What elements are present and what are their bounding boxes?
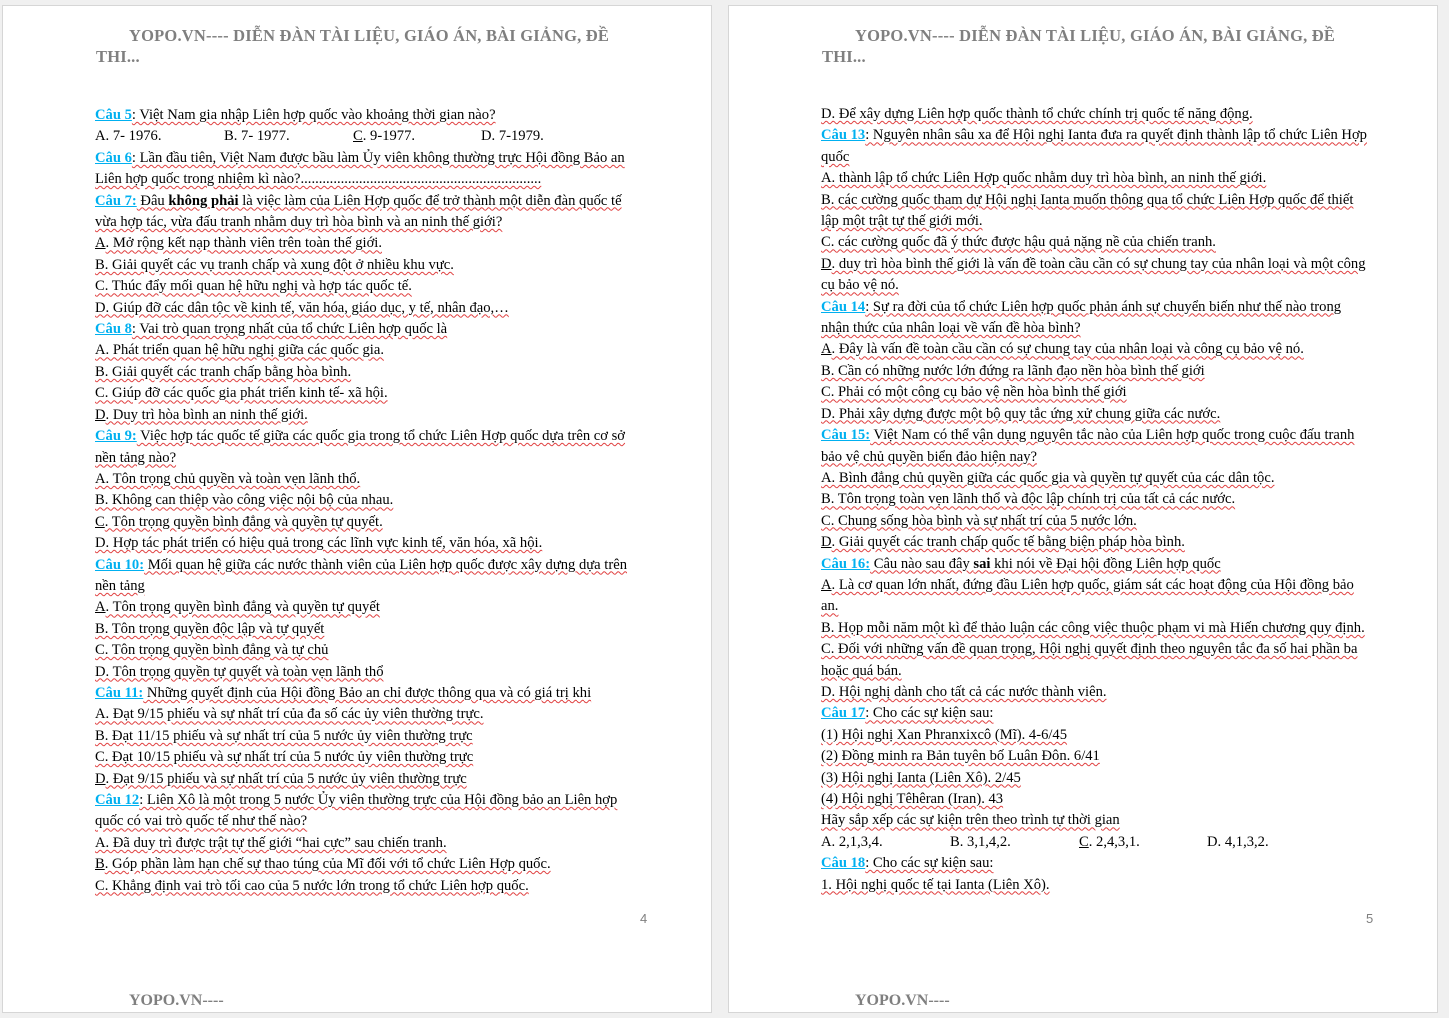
option-b: B. Tôn trọng quyền độc lập và tự quyết bbox=[95, 620, 325, 637]
text-run: . Tôn trọng quyền bình đẳng và quyền tự quyết. bbox=[104, 513, 383, 530]
option-b: B. Giải quyết các tranh chấp bằng hòa bình. bbox=[95, 363, 352, 380]
text-run: . Đạt 9/15 phiếu và sự nhất trí của 5 nước ủy viên thường trực bbox=[105, 770, 467, 787]
option-b: B. Họp mỗi năm một kì để thảo luận các công việc thuộc phạm vi mà Hiến chương quy định. bbox=[821, 619, 1365, 636]
text-run: Câu 16: bbox=[821, 555, 871, 572]
text-run bbox=[353, 126, 481, 147]
text-run: . Mở rộng kết nạp thành viên trên toàn thế giới. bbox=[105, 235, 382, 252]
text-run: . 9-1977. bbox=[362, 128, 416, 145]
text-run: D. 7-1979. bbox=[481, 128, 544, 145]
text-run: Đâu bbox=[136, 192, 169, 209]
text-run: Câu 5 bbox=[95, 107, 132, 123]
text-run: : Cho các sự kiện sau: bbox=[865, 705, 994, 722]
question-17 bbox=[821, 703, 1369, 724]
text-run: . Tôn trọng quyền bình đẳng và quyền tự quyết bbox=[105, 599, 380, 616]
text-run: D. 4,1,3,2. bbox=[1207, 833, 1269, 850]
text-run: : Sự ra đời của tổ chức Liên hợp quốc phản ánh sự chuyển biến như thế nào trong nhận thức của nhân loại về vấn đề hòa bình? bbox=[821, 298, 1342, 337]
text-run: : Vai trò quan trọng nhất của tổ chức Liên hợp quốc là bbox=[131, 321, 448, 338]
text-run: Những quyết định của Hội đồng Bảo an chỉ được thông qua và có giá trị khi bbox=[143, 684, 592, 701]
question-5-answers bbox=[95, 126, 643, 147]
text-run: Câu 10: bbox=[95, 556, 145, 573]
document-page-5 bbox=[728, 5, 1438, 1013]
text-run: . Góp phần làm hạn chế sự thao túng của Mĩ đối với tổ chức Liên Hợp quốc. bbox=[104, 856, 551, 873]
text-run: sai bbox=[973, 555, 991, 572]
text-run: Câu 11: bbox=[95, 684, 144, 701]
text-run: khi nói về Đại hội đồng Liên hợp quốc bbox=[990, 555, 1221, 572]
question-9 bbox=[95, 426, 643, 469]
event-1: 1. Hội nghị quốc tế tại Ianta (Liên Xô). bbox=[821, 876, 1050, 893]
text-run: Câu 12 bbox=[95, 792, 140, 808]
event-1: (1) Hội nghị Xan Phranxixcô (Mĩ). 4-6/45 bbox=[821, 726, 1068, 743]
text-run: . Đây là vấn đề toàn cầu cần có sự chung tay của nhân loại và công cụ bảo vệ nó. bbox=[831, 341, 1304, 358]
option-a: A. Đạt 9/15 phiếu và sự nhất trí của đa số các ủy viên thường trực. bbox=[95, 706, 484, 723]
text-run: Câu 15: bbox=[821, 427, 871, 444]
option-c: C. Đối với những vấn đề quan trọng, Hội nghị quyết định theo nguyên tắc đa số hai phần ba hoặc quá bán. bbox=[821, 641, 1358, 679]
event-2: (2) Đồng minh ra Bản tuyên bố Luân Đôn. 6/41 bbox=[821, 748, 1100, 765]
text-run: D bbox=[95, 406, 106, 423]
text-run: . Duy trì hòa bình an ninh thế giới. bbox=[105, 406, 308, 423]
text-run: . 2,4,3,1. bbox=[1088, 833, 1140, 850]
option-a: A. Bình đẳng chủ quyền giữa các quốc gia và quyền tự quyết của các dân tộc. bbox=[821, 469, 1275, 486]
option-a: A. Phát triển quan hệ hữu nghị giữa các quốc gia. bbox=[95, 342, 384, 359]
text-run: Câu 14 bbox=[821, 298, 866, 315]
question-10 bbox=[95, 555, 643, 598]
text-run: Câu 7: bbox=[95, 192, 137, 209]
text-run: : Việt Nam gia nhập Liên hợp quốc vào khoảng thời gian nào? bbox=[131, 107, 496, 123]
option-c: C. Chung sống hòa bình và sự nhất trí của 5 nước lớn. bbox=[821, 512, 1137, 529]
event-4: (4) Hội nghị Têhêran (Iran). 43 bbox=[821, 791, 1004, 807]
option-a bbox=[95, 233, 643, 254]
text-run: C bbox=[95, 513, 105, 530]
option-d: D. Hội nghị dành cho tất cả các nước thành viên. bbox=[821, 683, 1107, 700]
page-footer: YOPO.VN---- bbox=[855, 992, 950, 1009]
question-5 bbox=[95, 105, 643, 126]
option-d bbox=[821, 254, 1369, 297]
text-run: B. 3,1,4,2. bbox=[950, 833, 1011, 850]
option-d bbox=[95, 405, 643, 426]
text-run: : Lần đầu tiên, Việt Nam được bầu làm Ủy viên không thường trực Hội đồng Bảo an Liên hợp quốc trong nhiệm kì nào?.................................................................. bbox=[95, 149, 625, 188]
question-17-answers bbox=[821, 832, 1369, 853]
option-d: D. Để xây dựng Liên hợp quốc thành tổ chức chính trị quốc tế năng động. bbox=[821, 106, 1253, 122]
question-12 bbox=[95, 790, 643, 833]
text-run: Câu 9: bbox=[95, 428, 137, 445]
option-b bbox=[95, 854, 643, 875]
option-b: B. Cần có những nước lớn đứng ra lãnh đạo nền hòa bình thế giới bbox=[821, 362, 1205, 379]
text-run: D bbox=[821, 255, 832, 272]
text-run: . duy trì hòa bình thế giới là vấn đề toàn cầu cần có sự chung tay của nhân loại và một công cụ bảo vệ nó. bbox=[821, 255, 1366, 294]
option-d: D. Phải xây dựng được một bộ quy tắc ứng xử chung giữa các nước. bbox=[821, 405, 1221, 422]
option-c: C. Đạt 10/15 phiếu và sự nhất trí của 5 nước ủy viên thường trực bbox=[95, 749, 474, 766]
option-b: B. Không can thiệp vào công việc nội bộ của nhau. bbox=[95, 492, 394, 509]
text-run: không phải bbox=[168, 192, 239, 209]
text-run: Câu 17 bbox=[821, 705, 866, 722]
text-run: Việc hợp tác quốc tế giữa các quốc gia trong tổ chức Liên Hợp quốc dựa trên cơ sở nền tảng nào? bbox=[95, 428, 626, 466]
text-run: : Nguyên nhân sâu xa để Hội nghị Ianta đưa ra quyết định thành lập tổ chức Liên Hợp quốc bbox=[821, 127, 1367, 165]
text-run: C bbox=[353, 128, 363, 145]
text-run: A bbox=[821, 341, 832, 358]
option-b: B. Giải quyết các vụ tranh chấp và xung đột ở nhiều khu vực. bbox=[95, 256, 454, 273]
option-c bbox=[95, 512, 643, 533]
page-footer: YOPO.VN---- bbox=[129, 992, 224, 1009]
text-run: Câu 6 bbox=[95, 149, 132, 166]
text-run: A. 7- 1976. bbox=[95, 128, 162, 145]
question-7 bbox=[95, 191, 643, 234]
text-run: A. 2,1,3,4. bbox=[821, 833, 883, 850]
option-b: B. Tôn trọng toàn vẹn lãnh thổ và độc lập chính trị của tất cả các nước. bbox=[821, 491, 1236, 508]
text-run: là việc làm của Liên Hợp quốc để trở thành một diễn đàn quốc tế vừa hợp tác, vừa đấu tranh nhằm duy trì hòa bình và an ninh thế giới? bbox=[95, 192, 622, 231]
text-run: D bbox=[95, 770, 106, 787]
question-11 bbox=[95, 683, 643, 704]
text-run: A bbox=[821, 576, 832, 593]
question-6 bbox=[95, 148, 643, 191]
option-a: A. Đã duy trì được trật tự thế giới “hai cực” sau chiến tranh. bbox=[95, 834, 447, 851]
option-b: B. các cường quốc tham dự Hội nghị Ianta muốn thông qua tổ chức Liên Hợp quốc để thiết lập một trật tự thế giới mới. bbox=[821, 191, 1354, 230]
question-17-prompt: Hãy sắp xếp các sự kiện trên theo trình tự thời gian bbox=[821, 812, 1120, 829]
text-run: Việt Nam có thể vận dụng nguyên tắc nào của Liên hợp quốc trong cuộc đấu tranh bảo vệ chủ quyền biển đảo hiện nay? bbox=[821, 427, 1355, 465]
option-d bbox=[95, 769, 643, 790]
option-a: A. Tôn trọng chủ quyền và toàn vẹn lãnh thổ. bbox=[95, 470, 361, 487]
question-18 bbox=[821, 853, 1369, 874]
text-run: C bbox=[1079, 833, 1089, 850]
option-d: D. Giúp đỡ các dân tộc về kinh tế, văn hóa, giáo dục, y tế, nhân đạo,… bbox=[95, 299, 509, 316]
text-run: : Cho các sự kiện sau: bbox=[865, 855, 994, 872]
text-run: A bbox=[95, 235, 106, 252]
option-d: D. Hợp tác phát triển có hiệu quả trong các lĩnh vực kinh tế, văn hóa, xã hội. bbox=[95, 535, 543, 552]
option-a bbox=[821, 339, 1369, 360]
option-c: C. Khẳng định vai trò tối cao của 5 nước lớn trong tổ chức Liên hợp quốc. bbox=[95, 877, 529, 894]
option-a bbox=[95, 597, 643, 618]
option-d: D. Tôn trọng quyền tự quyết và toàn vẹn lãnh thổ bbox=[95, 663, 384, 680]
text-run: D bbox=[821, 534, 832, 551]
option-c: C. các cường quốc đã ý thức được hậu quả nặng nề của chiến tranh. bbox=[821, 234, 1216, 251]
option-d bbox=[821, 532, 1369, 553]
option-b: B. Đạt 11/15 phiếu và sự nhất trí của 5 nước ủy viên thường trực bbox=[95, 727, 473, 744]
text-run: Câu 18 bbox=[821, 855, 866, 872]
text-run: Câu 8 bbox=[95, 321, 132, 338]
option-a bbox=[821, 575, 1369, 618]
question-13 bbox=[821, 125, 1369, 168]
page-body bbox=[95, 105, 643, 897]
option-c: C. Phải có một công cụ bảo vệ nền hòa bình thế giới bbox=[821, 384, 1127, 401]
question-14 bbox=[821, 297, 1369, 340]
text-run: Câu 13 bbox=[821, 127, 866, 144]
document-page-4 bbox=[2, 5, 712, 1013]
option-c: C. Tôn trọng quyền bình đẳng và tự chủ bbox=[95, 642, 329, 659]
text-run: Câu nào sau đây bbox=[870, 555, 974, 572]
text-run: B bbox=[95, 856, 105, 873]
option-c: C. Giúp đỡ các quốc gia phát triển kinh tế- xã hội. bbox=[95, 385, 388, 402]
text-run: B. 7- 1977. bbox=[224, 128, 290, 145]
page-header: YOPO.VN---- DIỄN ĐÀN TÀI LIỆU, GIÁO ÁN, BÀI GIẢNG, ĐỀ THI... bbox=[822, 26, 1336, 66]
event-3: (3) Hội nghị Ianta (Liên Xô). 2/45 bbox=[821, 769, 1021, 786]
question-16 bbox=[821, 554, 1369, 575]
page-body bbox=[821, 104, 1369, 896]
text-run: . Giải quyết các tranh chấp quốc tế bằng biện pháp hòa bình. bbox=[831, 534, 1185, 551]
question-8 bbox=[95, 319, 643, 340]
question-15 bbox=[821, 425, 1369, 468]
option-a: A. thành lập tổ chức Liên Hợp quốc nhằm duy trì hòa bình, an ninh thế giới. bbox=[821, 170, 1267, 187]
text-run bbox=[1079, 832, 1207, 853]
page-number: 4 bbox=[640, 911, 648, 926]
option-c: C. Thúc đẩy mối quan hệ hữu nghị và hợp tác quốc tế. bbox=[95, 278, 412, 295]
text-run: . Là cơ quan lớn nhất, đứng đầu Liên hợp quốc, giám sát các hoạt động của Hội đồng bảo an. bbox=[821, 576, 1354, 615]
text-run: : Liên Xô là một trong 5 nước Ủy viên thường trực của Hội đồng bảo an Liên hợp quốc có vai trò quốc tế như thế nào? bbox=[95, 792, 618, 830]
text-run: A bbox=[95, 599, 106, 616]
page-number: 5 bbox=[1366, 911, 1374, 926]
page-header: YOPO.VN---- DIỄN ĐÀN TÀI LIỆU, GIÁO ÁN, BÀI GIẢNG, ĐỀ THI... bbox=[96, 26, 610, 66]
text-run: Mối quan hệ giữa các nước thành viên của Liên hợp quốc được xây dựng dựa trên nền tảng bbox=[95, 556, 627, 594]
